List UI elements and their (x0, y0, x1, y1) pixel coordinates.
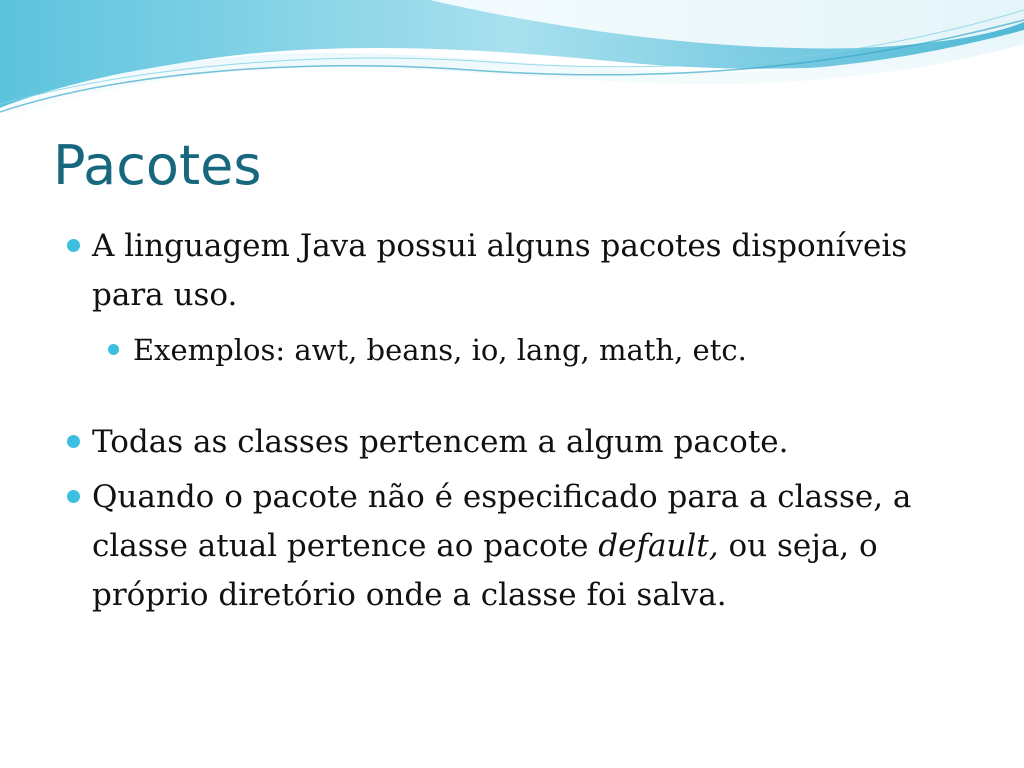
slide-content (62, 222, 982, 620)
header-wave-decoration (0, 0, 1024, 130)
bullet-item (62, 418, 982, 467)
bullet-text-emphasis: default, (598, 528, 719, 564)
bullet-text: Todas as classes pertencem a algum pacote. (92, 424, 789, 460)
bullet-text-part: Quando o pacote não é especificado para a classe, a classe atual pertence ao pacote (92, 479, 912, 564)
bullet-item (62, 473, 982, 620)
bullet-dot-icon (67, 239, 80, 252)
sub-bullet-text: Exemplos: awt, beans, io, lang, math, etc. (133, 333, 747, 367)
bullet-dot-icon (67, 435, 80, 448)
slide-title: Pacotes (53, 134, 262, 197)
bullet-text-part: ou seja, o próprio diretório onde a classe foi salva. (92, 528, 878, 613)
bullet-dot-icon (67, 490, 80, 503)
sub-bullet-item (103, 328, 982, 372)
bullet-text: A linguagem Java possui alguns pacotes disponíveis para uso. (92, 228, 908, 313)
bullet-dot-icon (108, 344, 119, 355)
bullet-item (62, 222, 982, 320)
spacer (62, 372, 982, 418)
